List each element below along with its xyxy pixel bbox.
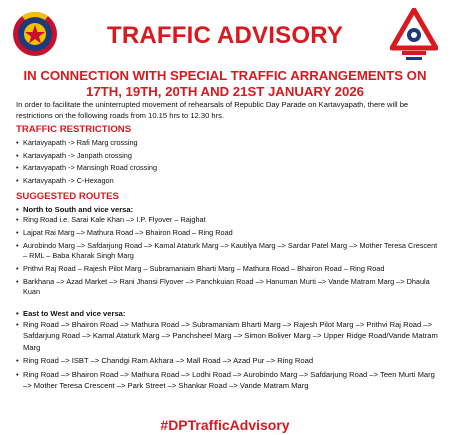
route-item: • Ring Road –> ISBT –> Chandgi Ram Akhara –> Mall Road –> Azad Pur –> Ring Road [16, 355, 440, 366]
east-west-label: • East to West and vice versa: [16, 308, 440, 319]
north-south-label: • North to South and vice versa: [16, 204, 440, 215]
route-item: • Lajpat Rai Marg –> Mathura Road –> Bhairon Road – Ring Road [16, 228, 440, 238]
restriction-item: • Kartavyapath -> C-Hexagon [16, 175, 440, 188]
restrictions-list [16, 137, 440, 187]
advisory-body [16, 100, 440, 394]
restriction-item: • Kartavyapath -> Mansingh Road crossing [16, 162, 440, 175]
north-south-routes-list [16, 215, 440, 297]
routes-heading: SUGGESTED ROUTES [16, 191, 119, 203]
route-item: • Ring Road –> Bhairon Road –> Mathura Road –> Subramaniam Bharti Marg –> Rajesh Pilot Marg –> Prithvi Raj Road –> Safdarjung Road –> Kamal Ataturk Marg –> Panchsheel Marg –> Simon Boliver Marg –> Upper Ridge Road/Vande Matram Marg [16, 319, 440, 353]
restriction-item: • Kartavyapath -> Janpath crossing [16, 150, 440, 163]
route-item: • Aurobindo Marg –> Safdarjung Road –> Kamal Ataturk Marg –> Kautilya Marg –> Sardar Patel Marg –> Mother Teresa Crescent – RML – Baba Kharak Singh Marg [16, 241, 440, 262]
restriction-item: • Kartavyapath -> Rafi Marg crossing [16, 137, 440, 150]
advisory-title: TRAFFIC ADVISORY [106, 22, 344, 49]
restrictions-heading: TRAFFIC RESTRICTIONS [16, 124, 132, 135]
route-item: • Ring Road –> Bhairon Road –> Mathura Road –> Lodhi Road –> Aurobindo Marg –> Safdarjung Road –> Teen Murti Marg –> Mother Teresa Crescent –> Park Street –> Shankar Road –> Vande Matram Marg [16, 369, 440, 391]
intro-paragraph: In order to facilitate the uninterrupted movement of rehearsals of Republic Day Parade on Kartavyapath, there will be restrictions on the following roads from 10.15 hrs to 12.30 hrs. [16, 100, 409, 120]
route-item: • Prithvi Raj Road – Rajesh Pilot Marg – Subramaniam Bharti Marg – Mathura Road – Bhairon Road – Ring Road [16, 264, 440, 274]
hashtag: #DPTrafficAdvisory [160, 417, 290, 433]
route-item: • Ring Road i.e. Sarai Kale Khan –> I.P. Flyover – Rajghat [16, 215, 440, 225]
route-item: • Barkhana –> Azad Market –> Rani Jhansi Flyover –> Panchkuian Road –> Hanuman Murti –> Vande Matram Marg –> Dhaula Kuan [16, 277, 440, 298]
advisory-subtitle: IN CONNECTION WITH SPECIAL TRAFFIC ARRANGEMENTS ON 17TH, 19TH, 20TH AND 21ST JANUARY 2026 [23, 68, 427, 99]
east-west-routes-list [16, 319, 440, 391]
